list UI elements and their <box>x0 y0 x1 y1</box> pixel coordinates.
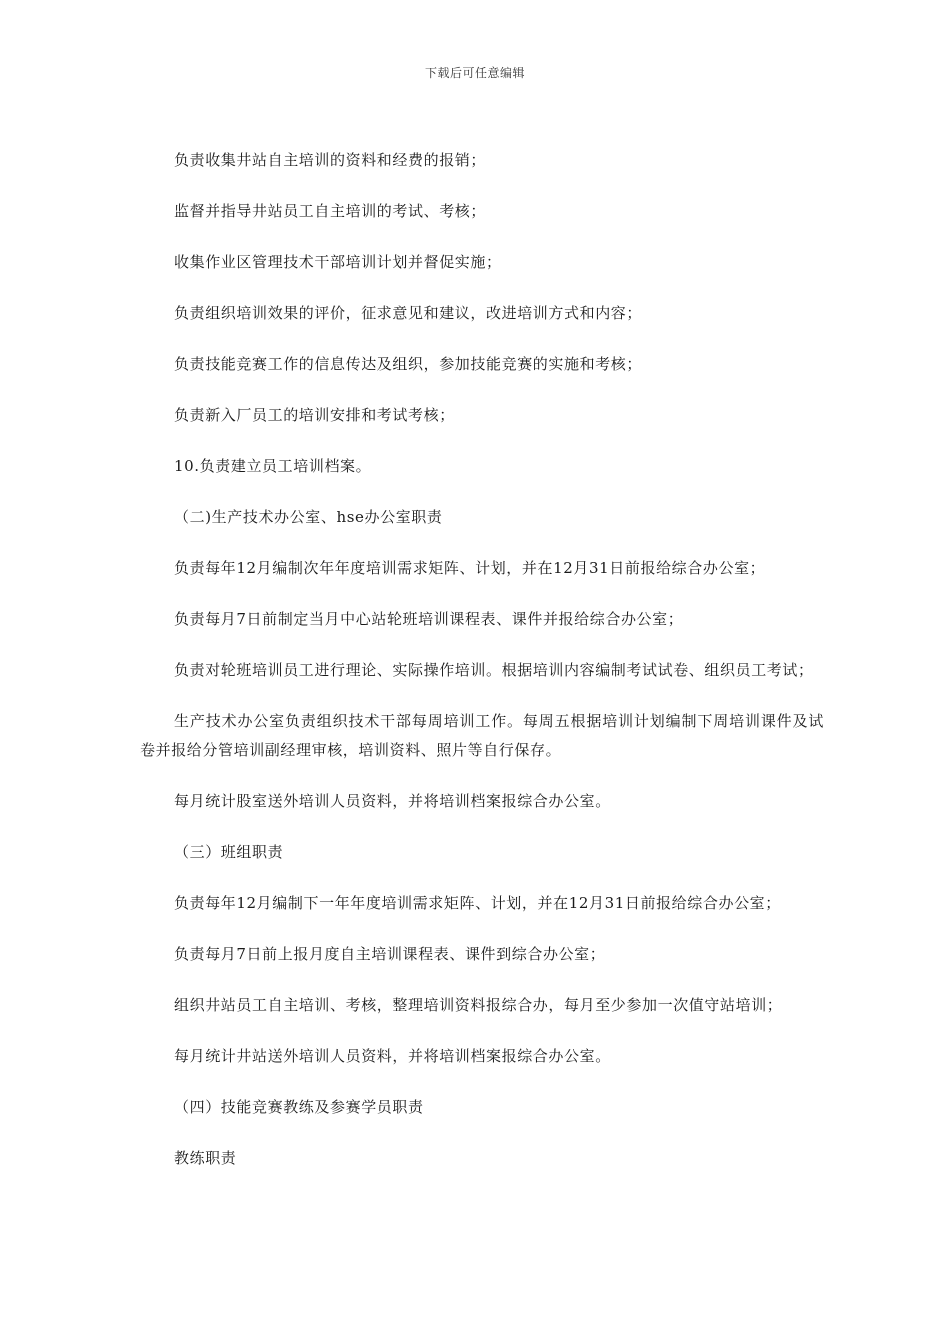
paragraph: 负责新入厂员工的培训安排和考试考核； <box>174 406 455 424</box>
paragraph: 负责每年12月编制次年年度培训需求矩阵、计划，并在12月31日前报给综合办公室； <box>174 559 766 577</box>
paragraph: 负责每月7日前上报月度自主培训课程表、课件到综合办公室； <box>174 945 606 963</box>
document-body <box>140 146 824 1195</box>
paragraph: 10.负责建立员工培训档案。 <box>174 457 372 475</box>
paragraph: 教练职责 <box>174 1149 237 1167</box>
paragraph: 负责组织培训效果的评价，征求意见和建议，改进培训方式和内容； <box>174 304 643 322</box>
paragraph: 负责收集井站自主培训的资料和经费的报销； <box>174 151 487 169</box>
paragraph: 组织井站员工自主培训、考核，整理培训资料报综合办，每月至少参加一次值守站培训； <box>174 996 783 1014</box>
paragraph: 负责每月7日前制定当月中心站轮班培训课程表、课件并报给综合办公室； <box>174 610 684 628</box>
paragraph: 负责对轮班培训员工进行理论、实际操作培训。根据培训内容编制考试试卷、组织员工考试； <box>174 661 814 679</box>
paragraph: 收集作业区管理技术干部培训计划并督促实施； <box>174 253 502 271</box>
paragraph: 生产技术办公室负责组织技术干部每周培训工作。每周五根据培训计划编制下周培训课件及试卷并报给分管培训副经理审核，培训资料、照片等自行保存。 <box>140 712 824 759</box>
section-heading: （二)生产技术办公室、hse办公室职责 <box>174 508 443 526</box>
section-heading: （四）技能竞赛教练及参赛学员职责 <box>174 1098 424 1116</box>
paragraph: 负责技能竞赛工作的信息传达及组织，参加技能竞赛的实施和考核； <box>174 355 643 373</box>
paragraph: 负责每年12月编制下一年年度培训需求矩阵、计划，并在12月31日前报给综合办公室； <box>174 894 781 912</box>
paragraph: 每月统计股室送外培训人员资料，并将培训档案报综合办公室。 <box>174 792 611 810</box>
paragraph: 每月统计井站送外培训人员资料，并将培训档案报综合办公室。 <box>174 1047 611 1065</box>
paragraph: 监督并指导井站员工自主培训的考试、考核； <box>174 202 487 220</box>
page-header: 下载后可任意编辑 <box>424 66 525 80</box>
section-heading: （三）班组职责 <box>174 843 284 861</box>
